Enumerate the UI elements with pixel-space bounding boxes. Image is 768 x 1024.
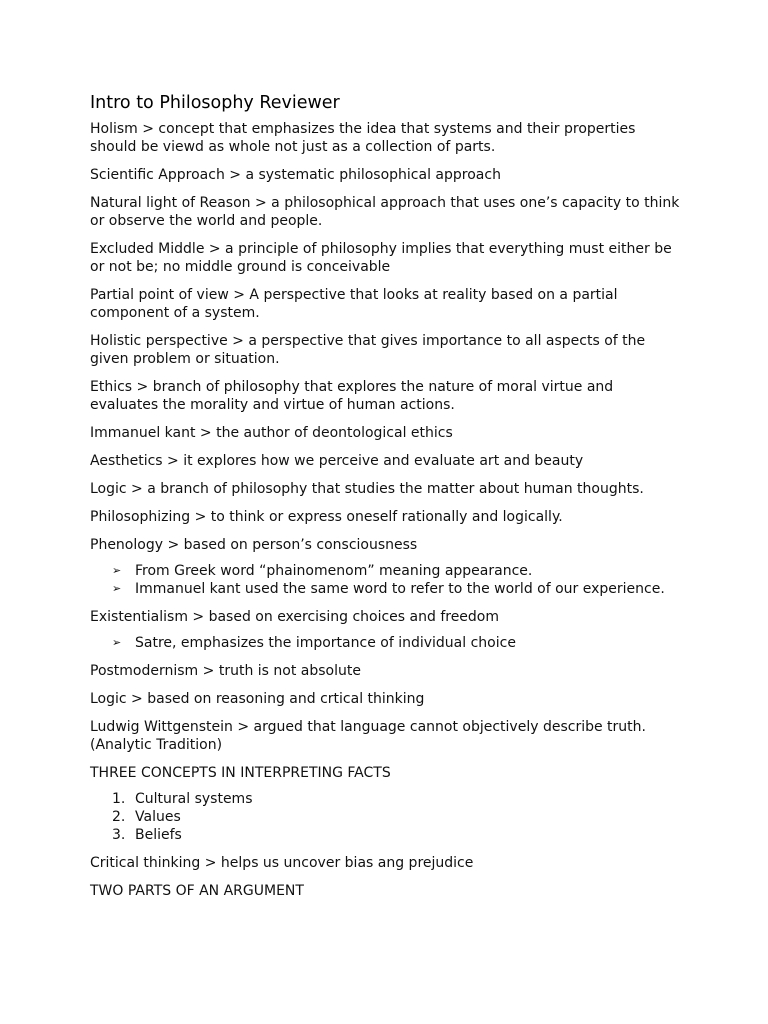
paragraph: Scientific Approach > a systematic philosophical approach [90,167,501,183]
paragraph: Ethics > branch of philosophy that explores the nature of moral virtue and evaluates the morality and virtue of human actions. [90,379,614,413]
paragraph: THREE CONCEPTS IN INTERPRETING FACTS [90,765,391,781]
paragraph: Natural light of Reason > a philosophical approach that uses one’s capacity to think or observe the world and people. [90,195,680,229]
bullet-list [90,634,680,652]
arrow-bullet-icon: ➢ [112,636,122,649]
list-item-text: Cultural systems [135,791,253,807]
bullet-list [90,562,680,598]
paragraph: Phenology > based on person’s consciousness [90,537,418,553]
paragraph: Holism > concept that emphasizes the idea that systems and their properties should be viewd as whole not just as a collection of parts. [90,121,636,155]
paragraph: Existentialism > based on exercising choices and freedom [90,609,500,625]
paragraph: Philosophizing > to think or express oneself rationally and logically. [90,509,563,525]
paragraph: Partial point of view > A perspective that looks at reality based on a partial component of a system. [90,287,618,321]
paragraph: Holistic perspective > a perspective that gives importance to all aspects of the given problem or situation. [90,333,646,367]
numbered-list [90,790,680,844]
list-item-text: From Greek word “phainomenom” meaning appearance. [135,563,533,579]
list-item-text: Beliefs [135,827,182,843]
paragraph: Ludwig Wittgenstein > argued that language cannot objectively describe truth. (Analytic Tradition) [90,719,646,753]
list-number: 1. [112,791,126,807]
list-number: 2. [112,809,126,825]
list-item [90,562,680,580]
list-item [90,634,680,652]
paragraph: Excluded Middle > a principle of philosophy implies that everything must either be or not be; no middle ground is conceivable [90,241,672,275]
arrow-bullet-icon: ➢ [112,564,122,577]
list-item-text: Satre, emphasizes the importance of individual choice [135,635,516,651]
paragraph: Immanuel kant > the author of deontological ethics [90,425,453,441]
paragraph: Aesthetics > it explores how we perceive and evaluate art and beauty [90,453,584,469]
list-item-text: Immanuel kant used the same word to refer to the world of our experience. [135,581,665,597]
list-item-text: Values [135,809,181,825]
paragraph: TWO PARTS OF AN ARGUMENT [90,883,304,899]
list-item [90,808,680,826]
paragraph: Logic > a branch of philosophy that studies the matter about human thoughts. [90,481,644,497]
document-title: Intro to Philosophy Reviewer [90,93,340,113]
list-number: 3. [112,827,126,843]
list-item [90,826,680,844]
arrow-bullet-icon: ➢ [112,582,122,595]
paragraph: Logic > based on reasoning and crtical thinking [90,691,425,707]
list-item [90,790,680,808]
document-body [90,92,680,910]
list-item [90,580,680,598]
paragraph: Critical thinking > helps us uncover bias ang prejudice [90,855,474,871]
paragraph: Postmodernism > truth is not absolute [90,663,361,679]
